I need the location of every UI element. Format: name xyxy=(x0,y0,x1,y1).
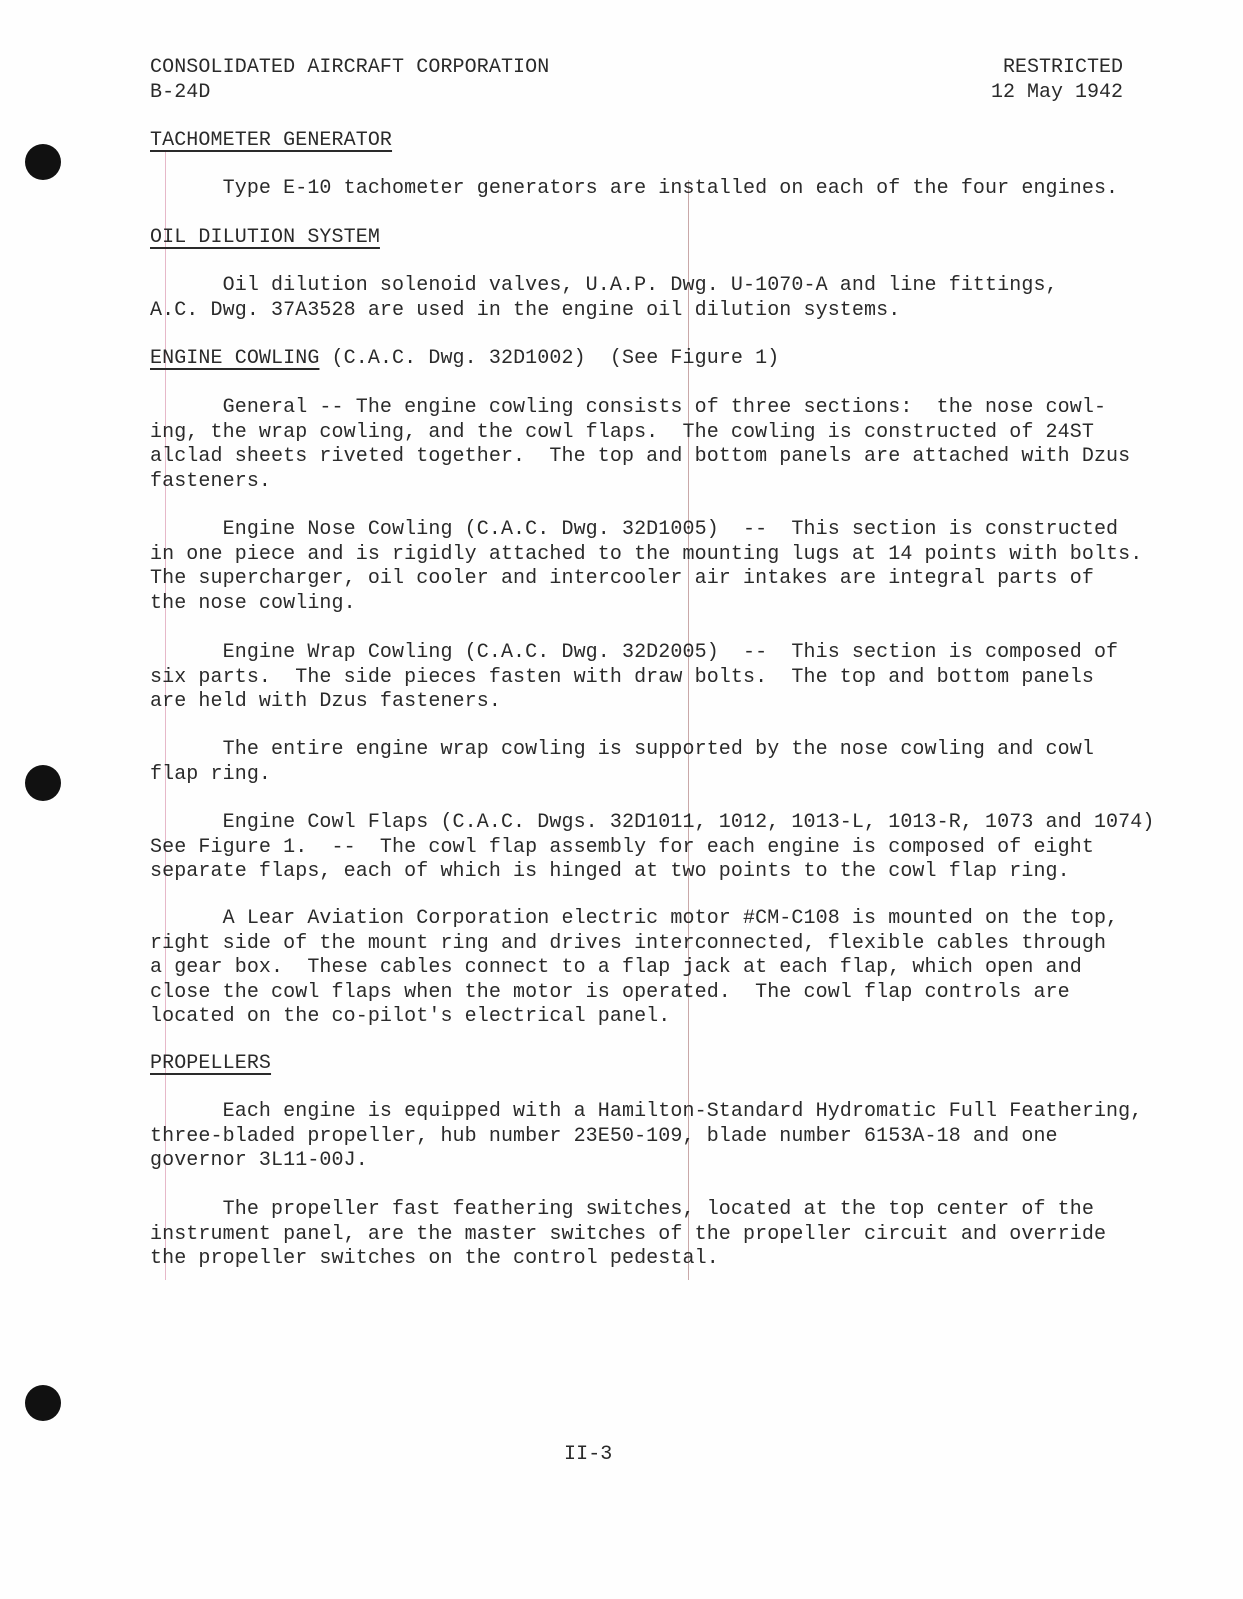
aircraft-model: B-24D xyxy=(150,80,211,104)
paragraph xyxy=(150,518,1142,616)
heading-text: OIL DILUTION SYSTEM xyxy=(150,226,380,249)
heading-text: ENGINE COWLING xyxy=(150,347,320,370)
document-date: 12 May 1942 xyxy=(990,80,1123,104)
text-line: A Lear Aviation Corporation electric motor #CM-C108 is mounted on the top, xyxy=(150,907,1119,930)
text-line: Each engine is equipped with a Hamilton-Standard Hydromatic Full Feathering, xyxy=(150,1100,1143,1123)
text-line: A.C. Dwg. 37A3528 are used in the engine oil dilution systems. xyxy=(150,298,901,322)
paragraph xyxy=(150,274,1058,323)
page-number: II-3 xyxy=(564,1443,613,1466)
paragraph xyxy=(150,907,1118,1030)
section-heading xyxy=(150,129,392,154)
text-line: close the cowl flaps when the motor is operated. The cowl flap controls are xyxy=(150,980,1070,1004)
text-line: The propeller fast feathering switches, located at the top center of the xyxy=(150,1198,1094,1221)
paragraph xyxy=(150,177,1118,202)
text-line: Type E-10 tachometer generators are installed on each of the four engines. xyxy=(150,177,1119,200)
text-line: General -- The engine cowling consists of three sections: the nose cowl- xyxy=(150,396,1107,419)
text-line: Engine Nose Cowling (C.A.C. Dwg. 32D1005) -- This section is constructed xyxy=(150,518,1119,541)
text-line: a gear box. These cables connect to a flap jack at each flap, which open and xyxy=(150,956,1082,979)
text-line: The entire engine wrap cowling is supported by the nose cowling and cowl xyxy=(150,738,1094,761)
section-heading xyxy=(150,1052,271,1077)
section-heading xyxy=(150,226,380,251)
text-line: in one piece and is rigidly attached to the mounting lugs at 14 points with bolts. xyxy=(150,542,1143,566)
text-line: ing, the wrap cowling, and the cowl flaps. The cowling is constructed of 24ST xyxy=(150,420,1094,444)
paragraph xyxy=(150,811,1154,885)
header-left xyxy=(150,56,549,105)
section-heading xyxy=(150,347,779,372)
text-line: six parts. The side pieces fasten with draw bolts. The top and bottom panels xyxy=(150,665,1094,689)
text-line: three-bladed propeller, hub number 23E50-109, blade number 6153A-18 and one xyxy=(150,1124,1058,1148)
paragraph xyxy=(150,1100,1142,1174)
heading-text: PROPELLERS xyxy=(150,1052,272,1075)
text-line: Engine Cowl Flaps (C.A.C. Dwgs. 32D1011, 1012, 1013-L, 1013-R, 1073 and 1074) xyxy=(150,811,1155,834)
header-right xyxy=(991,56,1123,105)
text-line: the nose cowling. xyxy=(150,591,356,615)
punch-hole xyxy=(25,765,61,801)
heading-text: TACHOMETER GENERATOR xyxy=(150,129,393,152)
text-line: the propeller switches on the control pedestal. xyxy=(150,1247,719,1270)
paragraph xyxy=(150,1198,1106,1272)
text-line: alclad sheets riveted together. The top and bottom panels are attached with Dzus xyxy=(150,445,1131,468)
heading-reference: (C.A.C. Dwg. 32D1002) (See Figure 1) xyxy=(319,347,780,370)
text-line: instrument panel, are the master switches of the propeller circuit and override xyxy=(150,1222,1107,1246)
classification: RESTRICTED xyxy=(1002,56,1123,79)
text-line: flap ring. xyxy=(150,762,272,786)
paragraph xyxy=(150,396,1130,494)
punch-hole xyxy=(25,144,61,180)
text-line: fasteners. xyxy=(150,469,272,493)
punch-hole xyxy=(25,1385,61,1421)
text-line: separate flaps, each of which is hinged at two points to the cowl flap ring. xyxy=(150,860,1070,883)
company-name: CONSOLIDATED AIRCRAFT CORPORATION xyxy=(150,56,550,79)
text-line: right side of the mount ring and drives interconnected, flexible cables through xyxy=(150,931,1107,955)
text-line: located on the co-pilot's electrical panel. xyxy=(150,1005,671,1028)
text-line: are held with Dzus fasteners. xyxy=(150,690,501,713)
text-line: governor 3L11-00J. xyxy=(150,1149,368,1172)
text-line: See Figure 1. -- The cowl flap assembly for each engine is composed of eight xyxy=(150,835,1094,859)
text-line: Engine Wrap Cowling (C.A.C. Dwg. 32D2005) -- This section is composed of xyxy=(150,641,1119,664)
text-line: The supercharger, oil cooler and intercooler air intakes are integral parts of xyxy=(150,567,1094,590)
text-line: Oil dilution solenoid valves, U.A.P. Dwg. U-1070-A and line fittings, xyxy=(150,274,1058,297)
paragraph xyxy=(150,641,1118,715)
paragraph xyxy=(150,738,1094,787)
